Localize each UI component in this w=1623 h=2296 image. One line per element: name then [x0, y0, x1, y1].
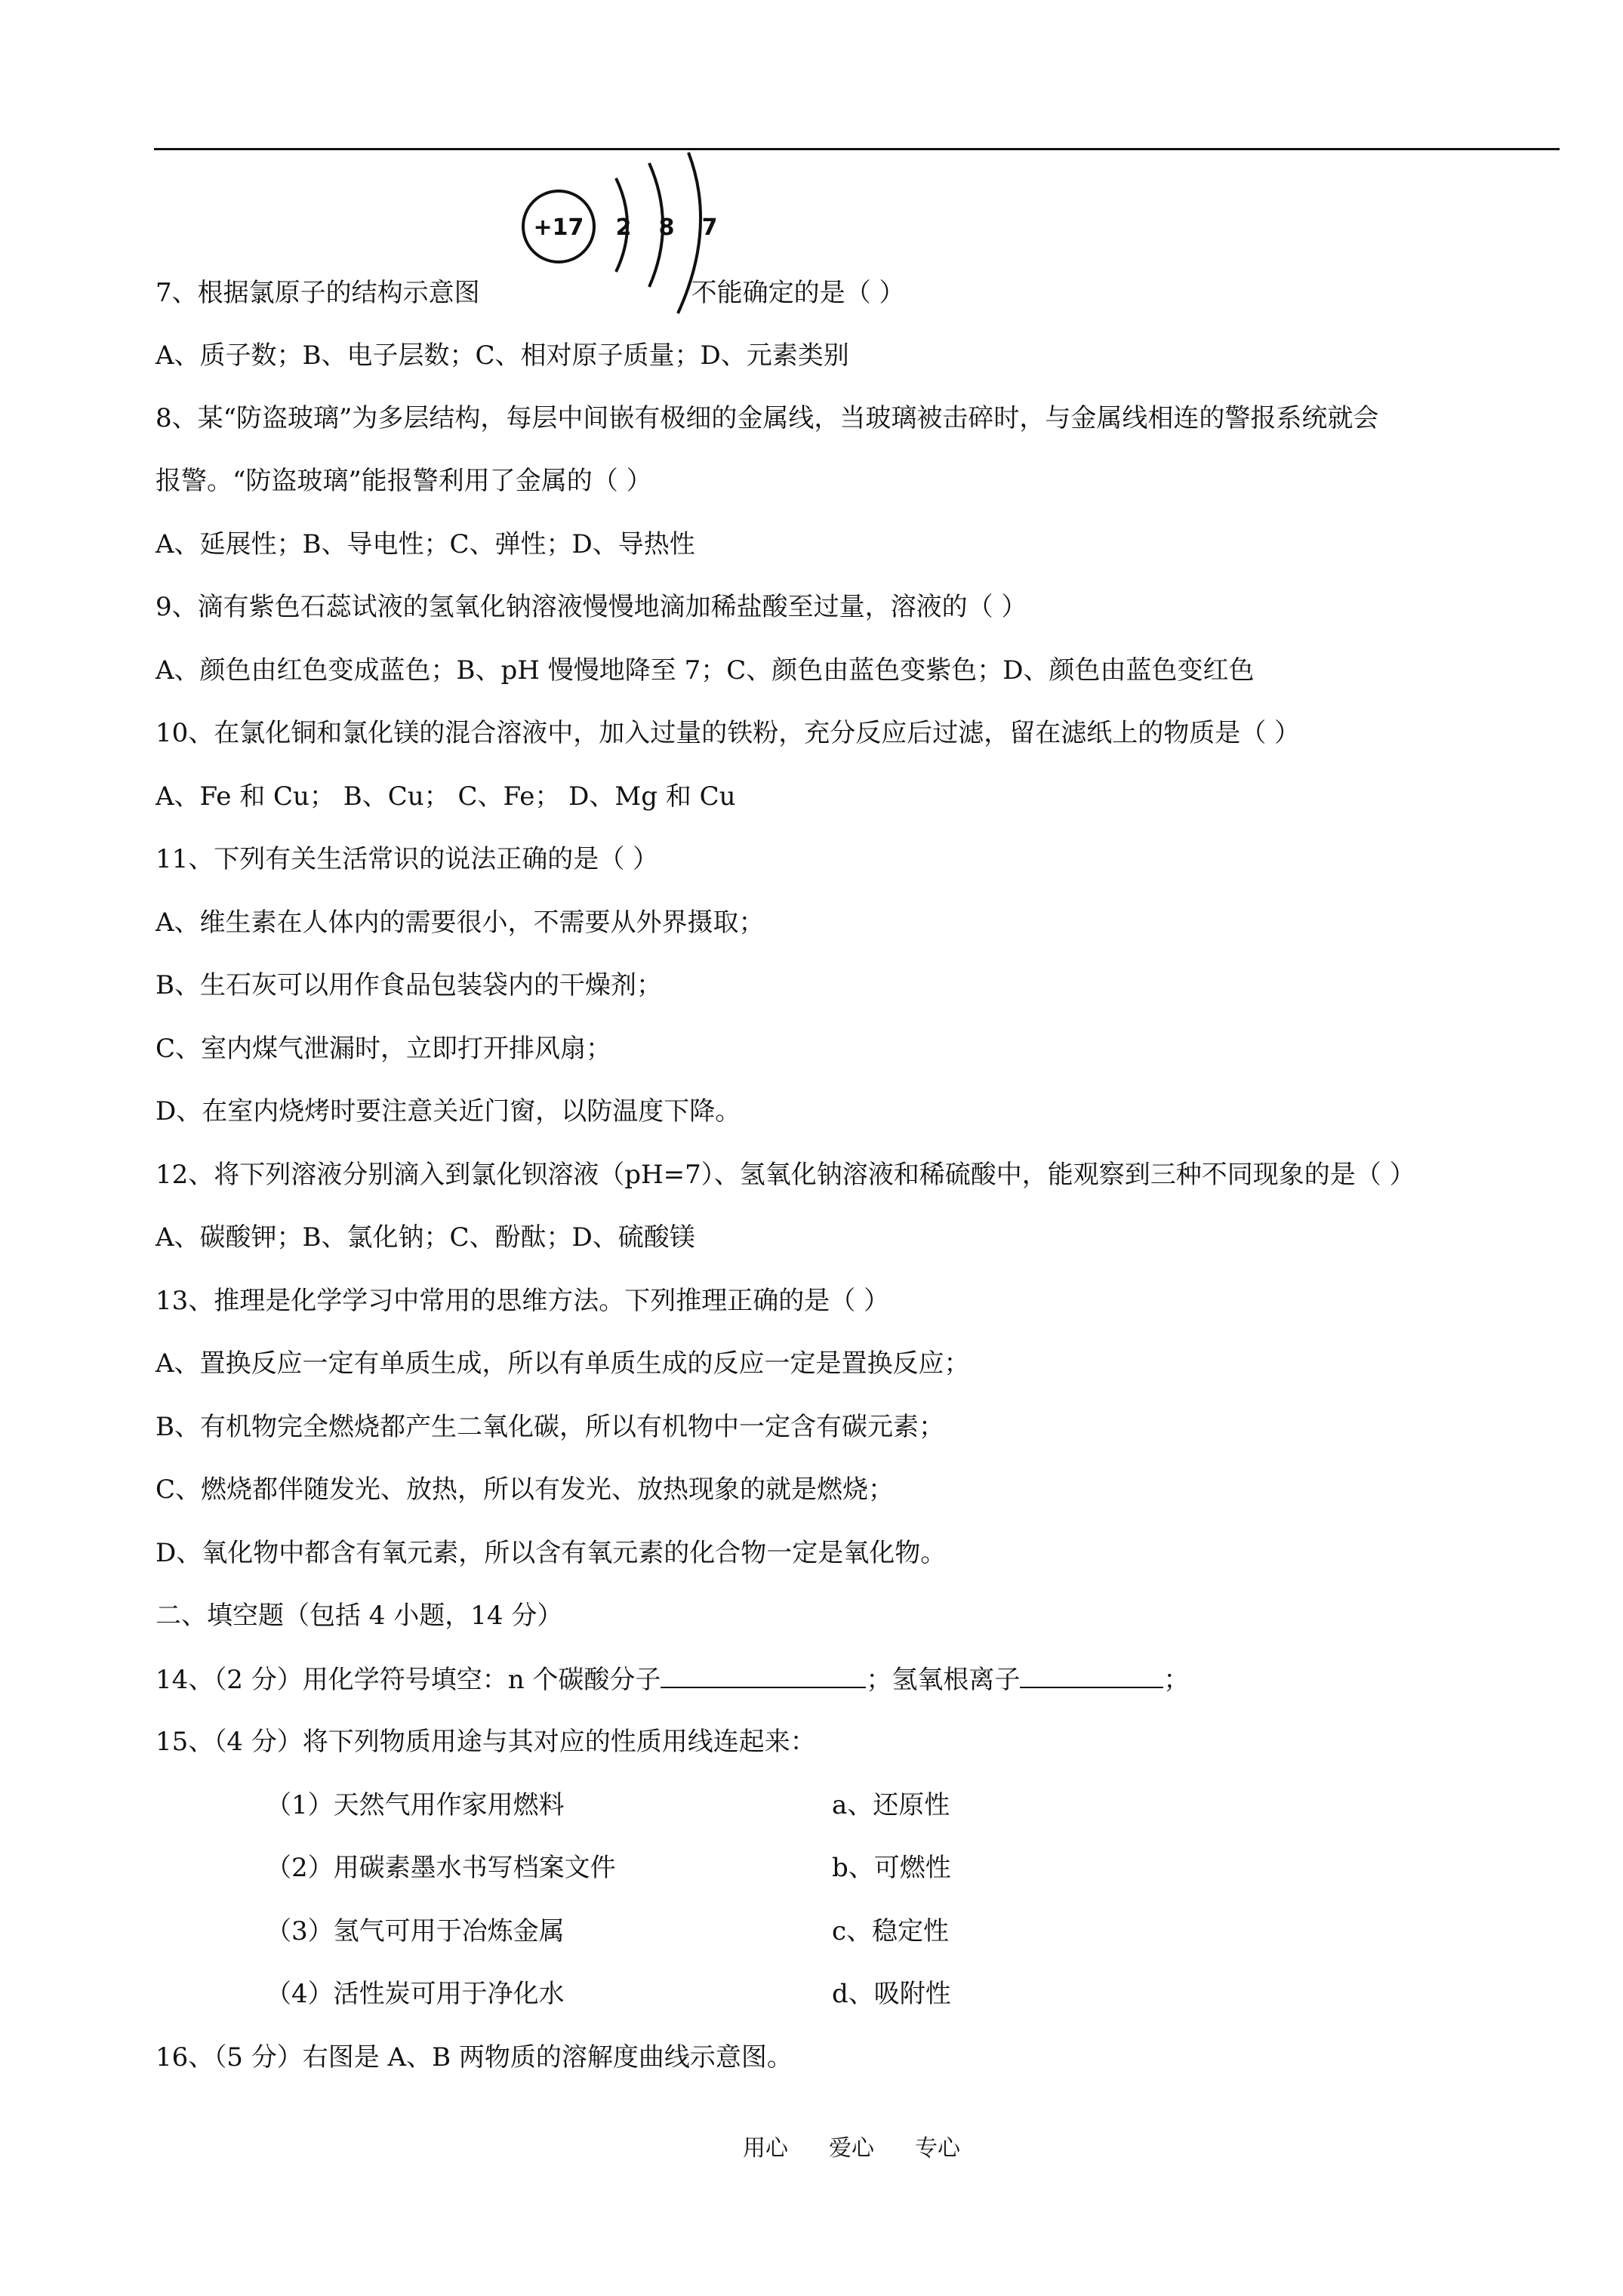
q11-option-c: C、室内煤气泄漏时，立即打开排风扇； [156, 1034, 612, 1064]
q10-stem: 10、在氯化铜和氯化镁的混合溶液中，加入过量的铁粉，充分反应后过滤，留在滤纸上的物质是（ ） [156, 718, 1301, 748]
q15-right-item-d: d、吸附性 [832, 1979, 951, 2009]
q13-option-c: C、燃烧都伴随发光、放热，所以有发光、放热现象的就是燃烧； [156, 1475, 895, 1505]
q15-left-item-1: （1）天然气用作家用燃料 [266, 1790, 565, 1820]
q11-option-d: D、在室内烧烤时要注意关近门窗，以防温度下降。 [156, 1096, 741, 1126]
q16-stem: 16、（5 分）右图是 A、B 两物质的溶解度曲线示意图。 [156, 2042, 793, 2073]
shell-electrons-1: 2 [615, 214, 632, 241]
q15-right-item-b: b、可燃性 [832, 1853, 951, 1883]
q7-options: A、质子数；B、电子层数；C、相对原子质量；D、元素类别 [156, 341, 849, 371]
q13-stem: 13、推理是化学学习中常用的思维方法。下列推理正确的是（ ） [156, 1286, 890, 1316]
q13-option-b: B、有机物完全燃烧都产生二氧化碳，所以有机物中一定含有碳元素； [156, 1412, 944, 1442]
q11-option-b: B、生石灰可以用作食品包装袋内的干燥剂； [156, 970, 662, 1000]
q8-stem-line1: 8、某“防盗玻璃”为多层结构，每层中间嵌有极细的金属线，当玻璃被击碎时，与金属线相连的警报系统就会 [156, 403, 1379, 433]
q14-text-3: ； [1163, 1665, 1190, 1695]
q11-stem: 11、下列有关生活常识的说法正确的是（ ） [156, 844, 659, 874]
footer-text-2: 爱心 [829, 2135, 874, 2162]
q12-stem: 12、将下列溶液分别滴入到氯化钡溶液（pH=7）、氢氧化钠溶液和稀硫酸中，能观察到三种不同现象的是（ ） [156, 1160, 1415, 1190]
q15-right-item-c: c、稳定性 [832, 1916, 950, 1946]
shell-electrons-2: 8 [658, 214, 675, 241]
q15-left-item-2: （2）用碳素墨水书写档案文件 [266, 1853, 616, 1883]
q7-stem [156, 278, 904, 308]
q11-option-a: A、维生素在人体内的需要很小，不需要从外界摄取； [156, 908, 765, 938]
footer-text-3: 专心 [915, 2135, 960, 2162]
q15-right-item-a: a、还原性 [832, 1790, 950, 1820]
shell-electrons-3: 7 [701, 214, 718, 241]
q14-blank-1[interactable] [661, 1664, 866, 1688]
q14-blank-2[interactable] [1020, 1664, 1163, 1688]
q14-text-1: 14、（2 分）用化学符号填空：n 个碳酸分子 [156, 1665, 661, 1695]
q15-left-item-4: （4）活性炭可用于净化水 [266, 1979, 565, 2009]
q15-left-item-3: （3）氢气可用于冶炼金属 [266, 1916, 565, 1946]
q8-stem-line2: 报警。“防盗玻璃”能报警利用了金属的（ ） [156, 466, 652, 496]
q13-option-d: D、氧化物中都含有氧元素，所以含有氧元素的化合物一定是氧化物。 [156, 1538, 947, 1568]
header-rule [154, 148, 1560, 150]
q10-options: A、Fe 和 Cu； B、Cu； C、Fe； D、Mg 和 Cu [156, 781, 736, 812]
section-2-heading: 二、填空题（包括 4 小题，14 分） [156, 1601, 563, 1631]
q7-stem-after: 不能确定的是（ ） [691, 278, 905, 308]
q9-stem: 9、滴有紫色石蕊试液的氢氧化钠溶液慢慢地滴加稀盐酸至过量，溶液的（ ） [156, 592, 1027, 622]
q12-options: A、碳酸钾；B、氯化钠；C、酚酞；D、硫酸镁 [156, 1222, 695, 1253]
nucleus-charge: +17 [533, 214, 584, 241]
q14-stem [156, 1664, 1189, 1695]
footer-text-1: 用心 [743, 2135, 788, 2162]
q7-stem-before: 7、根据氯原子的结构示意图 [156, 278, 480, 308]
q9-options: A、颜色由红色变成蓝色；B、pH 慢慢地降至 7；C、颜色由蓝色变紫色；D、颜色由蓝色变红色 [156, 655, 1255, 686]
q8-options: A、延展性；B、导电性；C、弹性；D、导热性 [156, 529, 695, 559]
q15-stem: 15、（4 分）将下列物质用途与其对应的性质用线连起来： [156, 1727, 816, 1757]
q13-option-a: A、置换反应一定有单质生成，所以有单质生成的反应一定是置换反应； [156, 1348, 970, 1379]
q14-text-2: ；氢氧根离子 [866, 1665, 1021, 1695]
